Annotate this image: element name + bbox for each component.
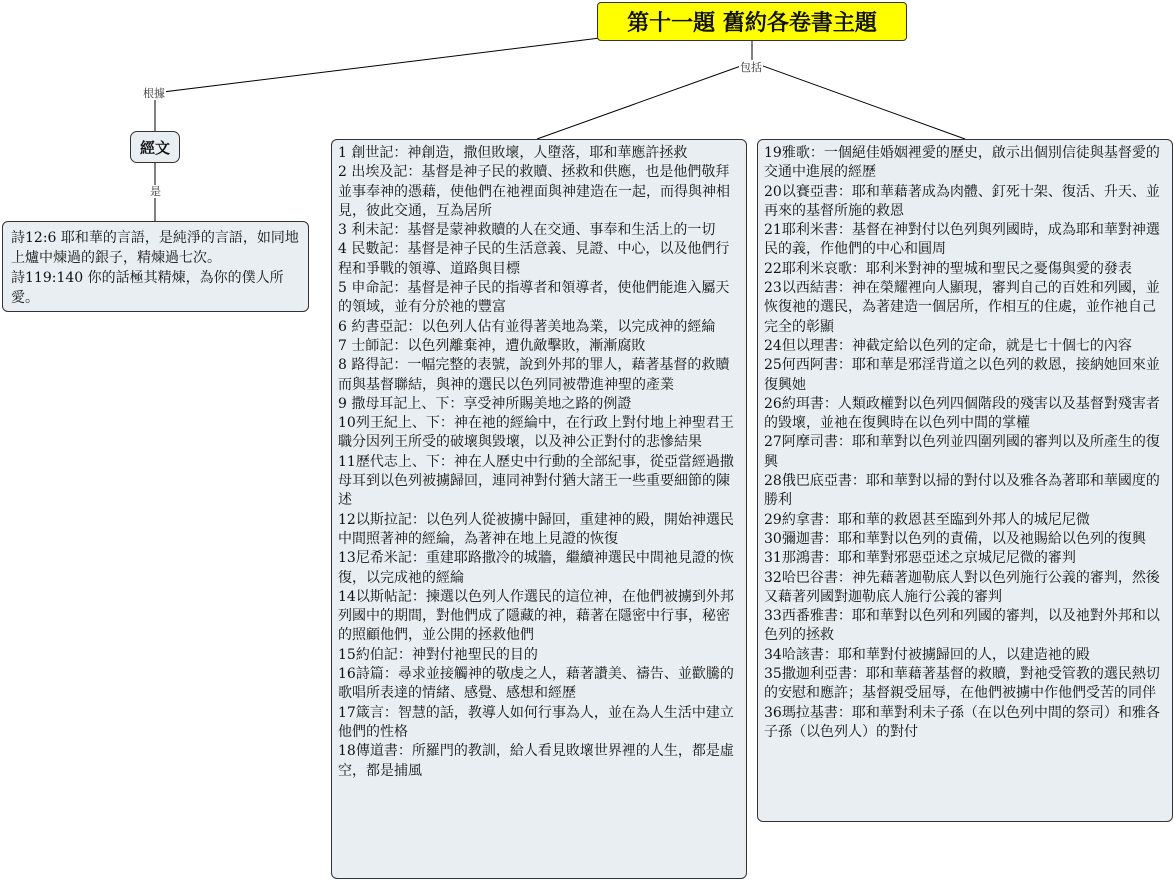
link-branch-col1 [537,62,752,139]
book-item-29: 29約拿書：耶和華的救恩甚至臨到外邦人的城尼尼微 [764,511,1090,528]
book-item-9: 9 撒母耳記上、下：享受神所賜美地之路的例證 [338,395,632,412]
book-item-12: 12以斯拉記：以色列人從被擄中歸回，重建神的殿，開始神選民中間照著神的經綸，為著神在地上見證的恢復 [338,511,734,547]
book-item-22: 22耶利米哀歌：耶利米對神的聖城和聖民之憂傷與愛的發表 [764,260,1132,277]
root-title-node[interactable]: 第十一題 舊約各卷書主題 [597,2,907,41]
link-branch-col2 [752,62,965,139]
book-item-3: 3 利未記：基督是蒙神救贖的人在交通、事奉和生活上的一切 [338,222,716,239]
book-item-18: 18傳道書：所羅門的教訓，給人看見敗壞世界裡的人生，都是虛空，都是捕風 [338,743,734,779]
book-item-27: 27阿摩司書：耶和華對以色列並四圍列國的審判以及所產生的復興 [764,434,1160,470]
book-item-19: 19雅歌：一個絕佳婚姻裡愛的歷史，啟示出個別信徒與基督愛的交通中進展的經歷 [764,145,1160,181]
book-item-15: 15約伯記：神對付祂聖民的目的 [338,646,538,663]
books-1-18-node[interactable] [331,139,747,879]
book-item-11: 11歷代志上、下：神在人歷史中行動的全部紀事，從亞當經過撒母耳到以色列被擄歸回，連同神對付猶大諸王一些重要細節的陳述 [338,453,734,509]
book-item-7: 7 士師記：以色列離棄神，遭仇敵擊敗，漸漸腐敗 [338,337,646,354]
link-label-includes: 包括 [740,61,762,74]
book-item-24: 24但以理書：神截定給以色列的定命，就是七十個七的內容 [764,337,1132,354]
book-item-26: 26約珥書：人類政權對以色列四個階段的殘害以及基督對殘害者的毀壞，並祂在復興時在以色列中間的掌權 [764,395,1160,432]
book-item-34: 34哈該書：耶和華對付被擄歸回的人，以建造祂的殿 [764,646,1090,663]
link-title-scripture [155,38,600,131]
link-label-basis: 根據 [143,87,165,100]
book-item-13: 13尼希米記：重建耶路撒冷的城牆，繼續神選民中間祂見證的恢復，以完成祂的經綸 [338,550,734,586]
verse-node[interactable] [2,221,309,312]
book-item-30: 30彌迦書：耶和華對以色列的責備，以及祂賜給以色列的復興 [764,530,1146,547]
book-item-20: 20以賽亞書：耶和華藉著成為肉體、釘死十架、復活、升天、並再來的基督所施的救恩 [764,183,1160,219]
book-item-31: 31那鴻書：耶和華對邪惡亞述之京城尼尼微的審判 [764,550,1076,567]
book-item-32: 32哈巴谷書：神先藉著迦勒底人對以色列施行公義的審判，然後又藉著列國對迦勒底人施行公義的審判 [764,569,1160,605]
verse-psalm-119-140: 詩119:140 你的話極其精煉，為你的僕人所愛。 [11,270,284,306]
book-item-25: 25何西阿書：耶和華是邪淫背道之以色列的救恩，接納她回來並復興她 [764,357,1160,393]
scripture-node[interactable]: 經文 [130,131,180,163]
book-item-1: 1 創世記：神創造，撒但敗壞，人墮落，耶和華應許拯救 [338,145,688,161]
book-item-8: 8 路得記：一幅完整的表號，說到外邦的罪人，藉著基督的救贖而與基督聯結，與神的選民以色列同被帶進神聖的產業 [338,357,730,393]
book-item-10: 10列王紀上、下：神在祂的經綸中，在行政上對付地上神聖君王職分因列王所受的破壞與毀壞，以及神公正對付的悲慘結果 [338,415,734,451]
book-item-5: 5 申命記：基督是神子民的指導者和領導者，使他們能進入屬天的領域，並有分於祂的豐富 [338,280,730,316]
book-item-16: 16詩篇：尋求並接觸神的敬虔之人，藉著讚美、禱告、並歡騰的歌唱所表達的情緒、感覺、感想和經歷 [338,666,734,702]
verse-psalm-12-6: 詩12:6 耶和華的言語，是純淨的言語，如同地上爐中煉過的銀子，精煉過七次。 [11,230,299,266]
books-19-36-node[interactable] [757,139,1173,822]
book-item-28: 28俄巴底亞書：耶和華對以掃的對付以及雅各為著耶和華國度的勝利 [764,473,1160,509]
book-item-36: 36瑪拉基書：耶和華對利未子孫（在以色列中間的祭司）和雅各子孫（以色列人）的對付 [764,704,1160,740]
book-item-21: 21耶利米書：基督在神對付以色列與列國時，成為耶和華對神選民的義，作他們的中心和圓周 [764,222,1160,258]
book-item-4: 4 民數記：基督是神子民的生活意義、見證、中心，以及他們行程和爭戰的領導、道路與目標 [338,241,730,277]
link-label-is: 是 [150,185,161,198]
book-item-23: 23以西結書：神在榮耀裡向人顯現，審判自己的百姓和列國，並恢復祂的選民，為著建造一個居所，作相互的住處，並作祂自己完全的彰顯 [764,280,1160,335]
book-item-17: 17箴言：智慧的話，教導人如何行事為人，並在為人生活中建立他們的性格 [338,704,734,740]
book-item-14: 14以斯帖記：揀選以色列人作選民的這位神，在他們被擄到外邦列國中的期間，對他們成了隱藏的神，藉著在隱密中行事，秘密的照顧他們，並公開的拯救他們 [338,588,734,644]
book-item-6: 6 約書亞記：以色列人佔有並得著美地為業，以完成神的經綸 [338,318,716,335]
book-item-2: 2 出埃及記：基督是神子民的救贖、拯救和供應，也是他們敬拜並事奉神的憑藉，使他們在祂裡面與神建造在一起，而得與神相見，彼此交通，互為居所 [338,164,730,219]
book-item-33: 33西番雅書：耶和華對以色列和列國的審判，以及祂對外邦和以色列的拯救 [764,608,1160,644]
book-item-35: 35撒迦利亞書：耶和華藉著基督的救贖，對祂受管教的選民熱切的安慰和應許；基督親受屈辱，在他們被擄中作他們受苦的同伴 [764,666,1160,702]
